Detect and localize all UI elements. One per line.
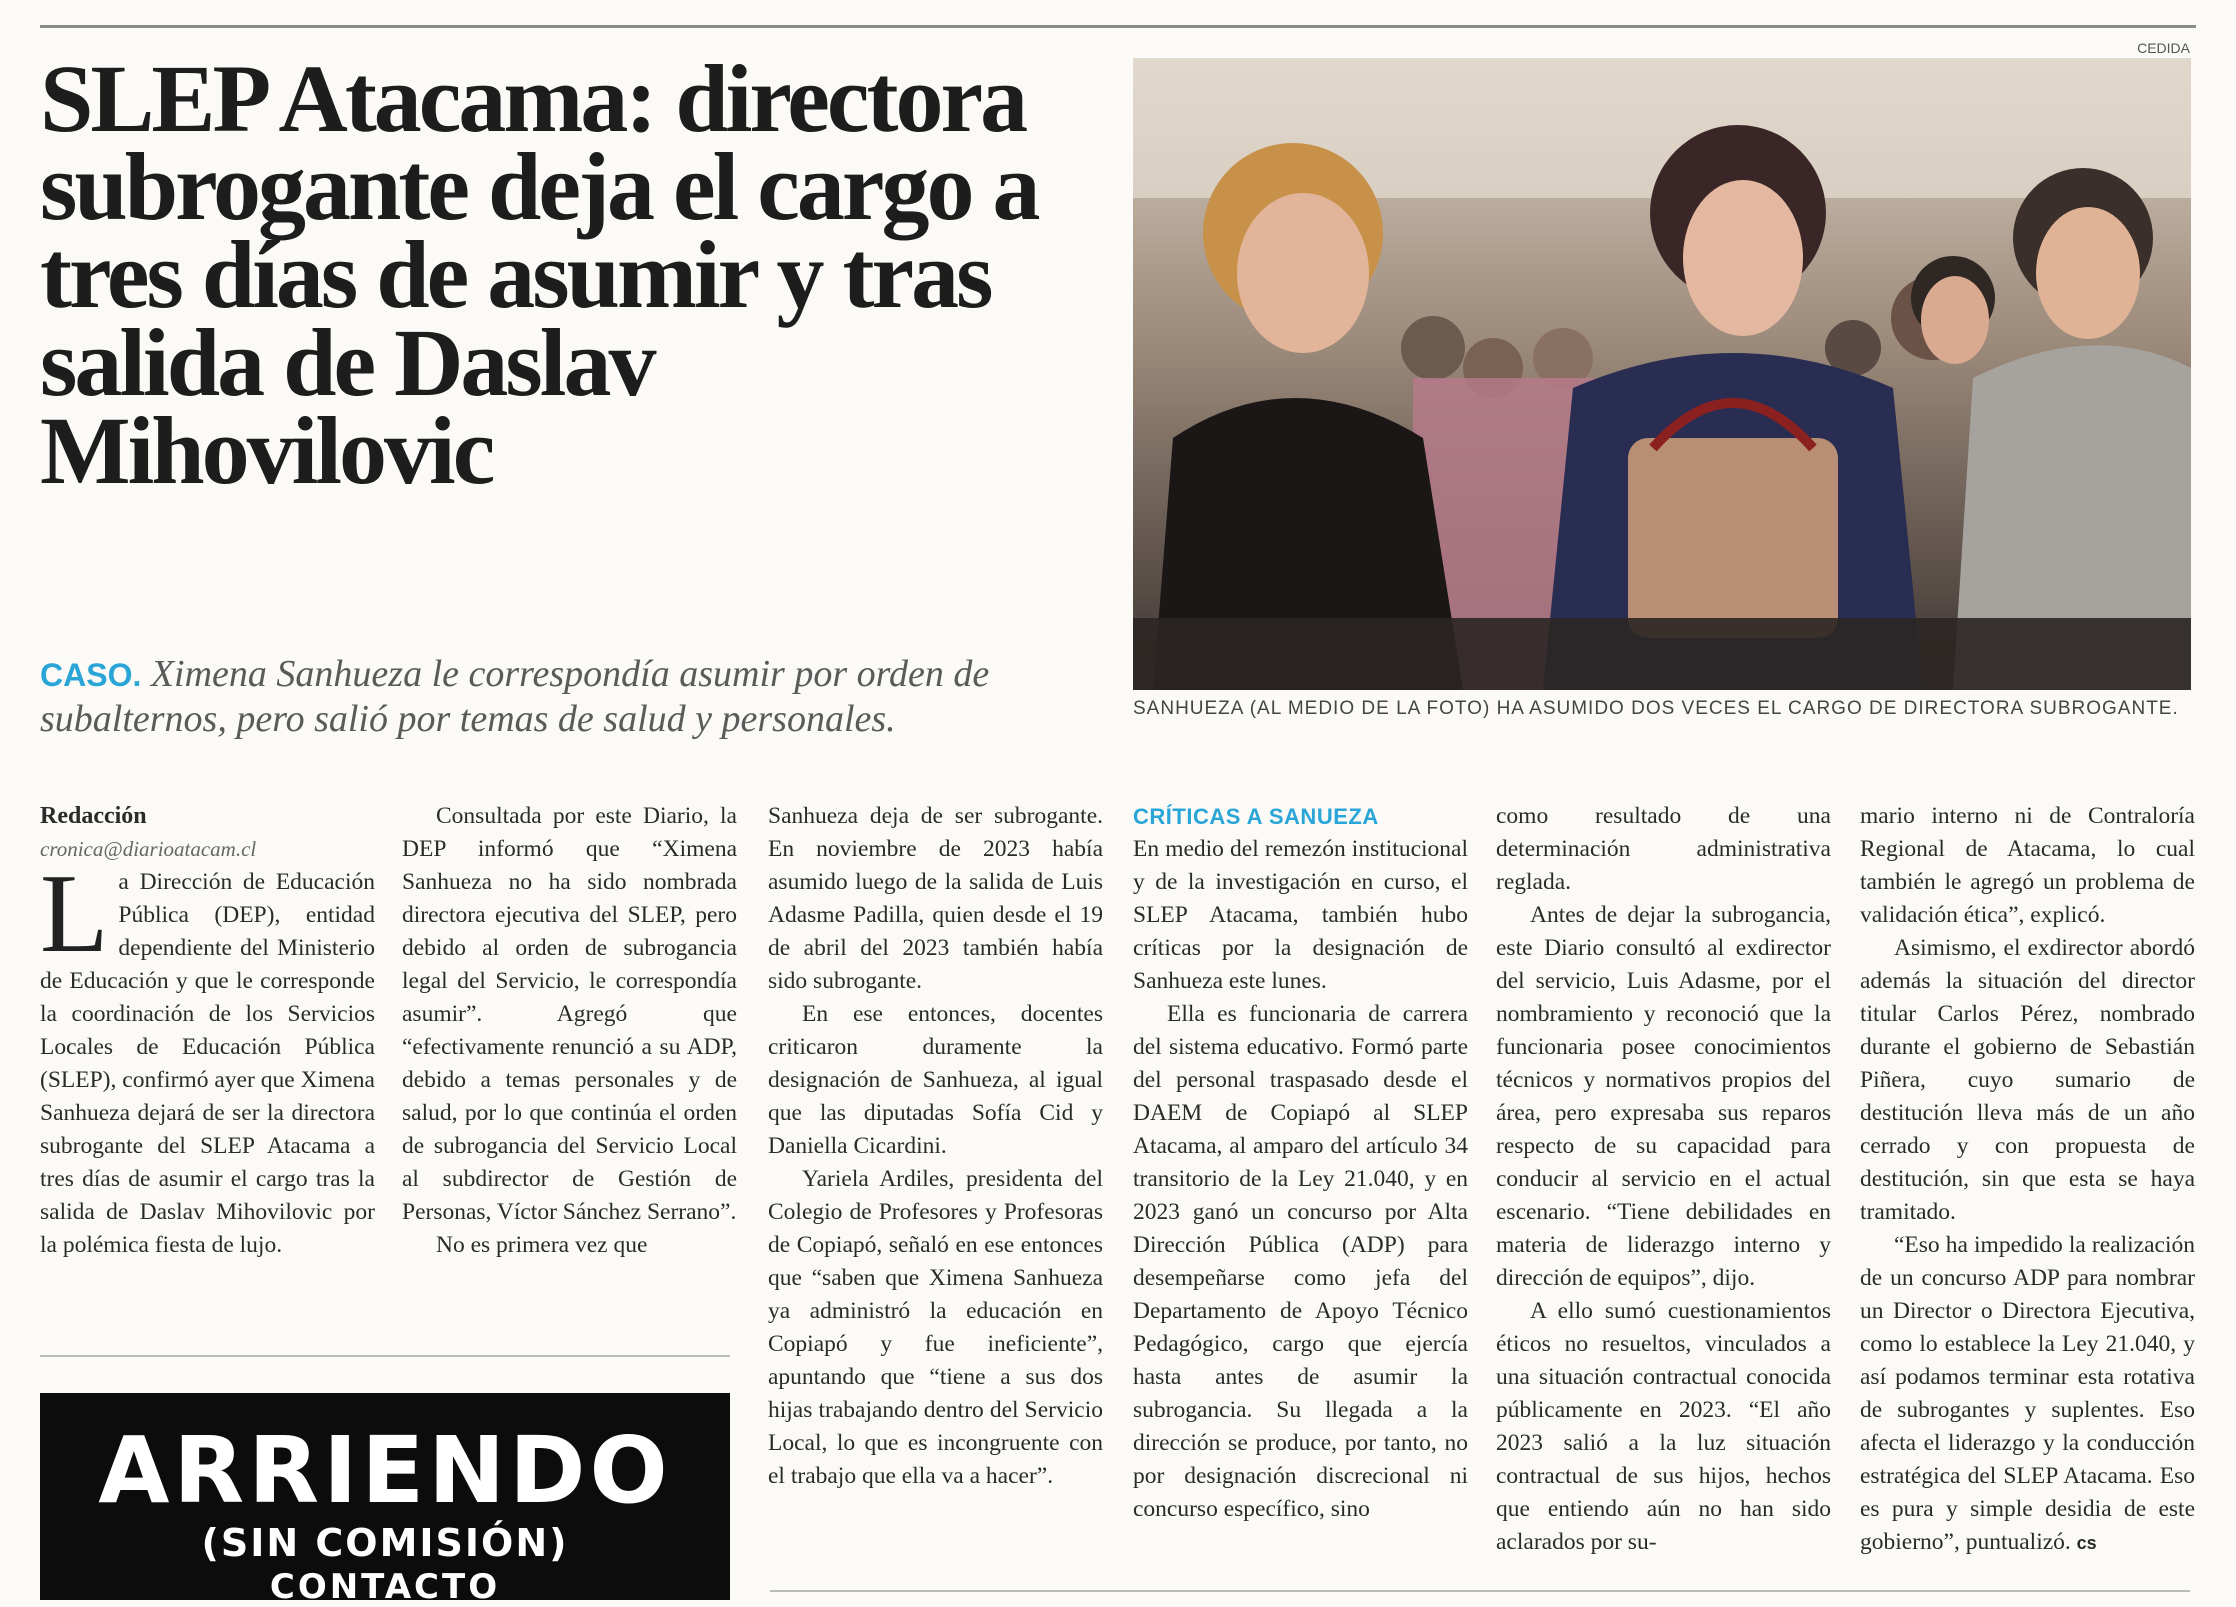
end-mark: cs [2076,1533,2097,1553]
column-2 [402,800,737,1262]
column-4 [1133,800,1468,1526]
col1-paragraph-1 [40,852,375,1262]
photo-credit: CEDIDA [2137,40,2190,56]
rental-advertisement[interactable] [40,1393,730,1607]
ad-line-1: ARRIENDO [98,1417,672,1524]
headline: SLEP Atacama: directora subrogante deja el cargo a tres días de asumir y tras salida de Daslav Mihovilovic [40,45,1038,504]
photo-caption: SANHUEZA (AL MEDIO DE LA FOTO) HA ASUMIDO DOS VECES EL CARGO DE DIRECTORA SUBROGANTE. [1133,698,2179,719]
col4-paragraph-2: Ella es funcionaria de carrera del sistema educativo. Formó parte del personal traspasado desde el DAEM de Copiapó al SLEP Atacama, al amparo del artículo 34 transitorio de la Ley 21.040, y en 2023 ganó un concurso por Alta Dirección Pública (ADP) para desempeñarse como jefa del Departamento de Apoyo Técnico Pedagógico, cargo que ejercía hasta antes de asumir la subrogancia. Su llegada a la dirección se produce, por tanto, no por designación discrecional ni concurso específico, sino [1133,1001,1468,1522]
col1-p1-text: a Dirección de Educación Pública (DEP), entidad dependiente del Ministerio de Educación y que le corresponde la coordinación de los Servicios Locales de Educación Pública (SLEP), confirmó ayer que Ximena Sanhueza dejará de ser la directora subrogante del SLEP Atacama a tres días de asumir el cargo tras la salida de Daslav Mihovilovic por la polémica fiesta de lujo. [40,869,375,1258]
col5-paragraph-2: Antes de dejar la subrogancia, este Diario consultó al exdirector del servicio, Luis Adasme, por el nombramiento y reconoció que la funcionaria posee conocimientos técnicos y normativos propios del área, pero expresaba sus reparos respecto de su capacidad para conducir al servicio en el actual escenario. “Tiene debilidades en materia de liderazgo interno y dirección de equipos”, dijo. [1496,902,1831,1291]
deck-text: Ximena Sanhueza le correspondía asumir por orden de subalternos, pero salió por temas de salud y personales. [40,653,990,740]
ad-line-3: CONTACTO [269,1567,501,1607]
drop-cap: L [40,852,109,976]
separator-bottom [770,1590,2190,1592]
col2-paragraph-2: No es primera vez que [436,1232,648,1258]
col5-paragraph-1: como resultado de una determinación administrativa reglada. [1496,803,1831,895]
col3-paragraph-3: Yariela Ardiles, presidenta del Colegio de Profesores y Profesoras de Copiapó, señaló en ese entonces que “saben que Ximena Sanhueza ya administró la educación en Copiapó y fue ineficiente”, apuntando que “tiene a sus dos hijas trabajando dentro del Servicio Local, lo que es incongruente con el trabajo que ella va a hacer”. [768,1166,1103,1489]
col6-p3-text: “Eso ha impedido la realización de un concurso ADP para nombrar un Director o Directora Ejecutiva, como lo establece la Ley 21.040, y así podamos terminar esta rotativa de subrogantes y suplentes. Eso afecta el liderazgo y la conducción estratégica del SLEP Atacama. Eso es pura y simple desidia de este gobierno”, puntualizó. [1860,1232,2195,1555]
col5-paragraph-3: A ello sumó cuestionamientos éticos no resueltos, vinculados a una situación contractual conocida públicamente en 2023. “El año 2023 salió a la luz situación contractual de sus hijos, hechos que entiendo aún no han sido aclarados por su- [1496,1298,1831,1555]
photo-illustration [1133,58,2191,690]
top-rule [40,25,2196,28]
col6-paragraph-3 [1860,1229,2195,1560]
col3-paragraph-2: En ese entonces, docentes criticaron duramente la designación de Sanhueza, al igual que las diputadas Sofía Cid y Daniella Cicardini. [768,1001,1103,1159]
ad-line-2: (SIN COMISIÓN) [201,1521,569,1565]
article-photo [1133,58,2191,690]
byline-email: cronica@diarioatacam.cl [40,837,257,861]
column-1 [40,800,375,1262]
separator-left [40,1355,730,1357]
col4-paragraph-1: En medio del remezón institucional y de la investigación en curso, el SLEP Atacama, también hubo críticas por la designación de Sanhueza este lunes. [1133,836,1468,994]
col2-paragraph-1: Consultada por este Diario, la DEP informó que “Ximena Sanhueza no ha sido nombrada directora ejecutiva del SLEP, pero debido al orden de subrogancia legal del Servicio, le correspondía asumir”. Agregó que “efectivamente renunció a su ADP, debido a temas personales y de salud, por lo que continúa el orden de subrogancia del Servicio Local al subdirector de Gestión de Personas, Víctor Sánchez Serrano”. [402,803,737,1225]
byline-name: Redacción [40,803,147,829]
column-6 [1860,800,2195,1560]
column-3 [768,800,1103,1493]
deck-kicker: CASO. [40,657,142,693]
subheading-criticas: CRÍTICAS A SANUEZA [1133,804,1379,829]
col3-paragraph-1: Sanhueza deja de ser subrogante. En noviembre de 2023 había asumido luego de la salida de Luis Adasme Padilla, quien desde el 19 de abril del 2023 también había sido subrogante. [768,803,1103,994]
deck [40,652,1100,741]
col6-paragraph-1: mario interno ni de Contraloría Regional de Atacama, lo cual también le agregó un problema de validación ética”, explicó. [1860,803,2195,928]
column-5 [1496,800,1831,1559]
col6-paragraph-2: Asimismo, el exdirector abordó además la situación del director titular Carlos Pérez, nombrado durante el gobierno de Sebastián Piñera, cuyo sumario de destitución lleva más de un año cerrado y con propuesta de destitución, sin que esta se haya tramitado. [1860,935,2195,1225]
